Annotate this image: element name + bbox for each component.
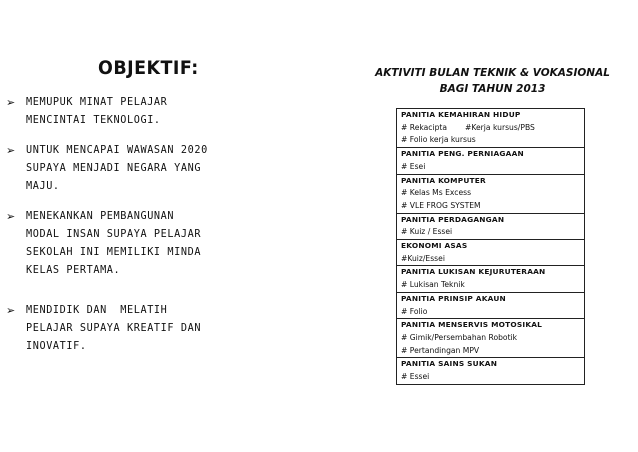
table-row xyxy=(397,319,585,332)
objektif-line: MEMUPUK MINAT PELAJAR xyxy=(26,97,168,108)
objektif-item xyxy=(6,94,306,130)
table-row xyxy=(397,371,585,384)
table-row xyxy=(397,226,585,239)
activity-text: # Rekacipta xyxy=(401,122,448,132)
activity-cell: # VLE FROG SYSTEM xyxy=(397,200,585,213)
objektif-line: SEKOLAH INI MEMILIKI MINDA xyxy=(26,247,202,258)
table-row xyxy=(397,358,585,371)
activity-cell xyxy=(397,122,585,135)
aktiviti-title xyxy=(360,65,625,97)
table-row xyxy=(397,253,585,266)
table-row xyxy=(397,266,585,279)
section-heading: PANITIA KOMPUTER xyxy=(397,174,585,187)
arrow-bullet-icon: ➢ xyxy=(6,210,16,223)
section-heading: PANITIA PENG. PERNIAGAAN xyxy=(397,148,585,161)
table-row xyxy=(397,109,585,122)
objektif-item xyxy=(6,302,306,356)
objektif-line: MENDIDIK DAN MELATIH xyxy=(26,305,168,316)
arrow-bullet-icon: ➢ xyxy=(6,304,16,317)
section-heading: PANITIA LUKISAN KEJURUTERAAN xyxy=(397,266,585,279)
activity-text: #Kerja kursus/PBS xyxy=(465,122,535,132)
objektif-list xyxy=(6,94,306,356)
activity-cell: # Folio kerja kursus xyxy=(397,134,585,147)
activity-cell: # Gimik/Persembahan Robotik xyxy=(397,332,585,345)
objektif-line: MENCINTAI TEKNOLOGI. xyxy=(26,115,161,126)
aktiviti-table xyxy=(396,108,585,385)
table-row xyxy=(397,174,585,187)
objektif-line: UNTUK MENCAPAI WAWASAN 2020 xyxy=(26,145,208,156)
activity-cell: # Pertandingan MPV xyxy=(397,345,585,358)
table-row xyxy=(397,292,585,305)
objektif-item xyxy=(6,142,306,196)
table-row xyxy=(397,240,585,253)
table-row xyxy=(397,213,585,226)
aktiviti-column xyxy=(345,0,635,452)
arrow-bullet-icon: ➢ xyxy=(6,144,16,157)
aktiviti-title-line: BAGI TAHUN 2013 xyxy=(439,83,546,95)
aktiviti-title-line: AKTIVITI BULAN TEKNIK & VOKASIONAL xyxy=(375,67,610,79)
activity-cell: #Kuiz/Essei xyxy=(397,253,585,266)
section-heading: PANITIA SAINS SUKAN xyxy=(397,358,585,371)
objektif-title: OBJEKTIF: xyxy=(98,57,199,79)
activity-cell: # Esei xyxy=(397,161,585,174)
table-row xyxy=(397,134,585,147)
table-row xyxy=(397,161,585,174)
table-row xyxy=(397,332,585,345)
table-row xyxy=(397,148,585,161)
objektif-line: KELAS PERTAMA. xyxy=(26,265,121,276)
activity-cell: # Kelas Ms Excess xyxy=(397,187,585,200)
objektif-line: PELAJAR SUPAYA KREATIF DAN xyxy=(26,323,202,334)
table-row xyxy=(397,345,585,358)
objektif-line: MAJU. xyxy=(26,181,60,192)
section-heading: PANITIA KEMAHIRAN HIDUP xyxy=(397,109,585,122)
section-heading: PANITIA PRINSIP AKAUN xyxy=(397,292,585,305)
section-heading: PANITIA PERDAGANGAN xyxy=(397,213,585,226)
activity-cell: # Lukisan Teknik xyxy=(397,279,585,292)
objektif-line: SUPAYA MENJADI NEGARA YANG xyxy=(26,163,202,174)
activity-cell: # Kuiz / Essei xyxy=(397,226,585,239)
objektif-item xyxy=(6,208,306,280)
objektif-line: INOVATIF. xyxy=(26,341,87,352)
activity-cell: # Folio xyxy=(397,306,585,319)
arrow-bullet-icon: ➢ xyxy=(6,96,16,109)
section-heading: PANITIA MENSERVIS MOTOSIKAL xyxy=(397,319,585,332)
objektif-line: MODAL INSAN SUPAYA PELAJAR xyxy=(26,229,202,240)
table-row xyxy=(397,187,585,200)
section-heading: EKONOMI ASAS xyxy=(397,240,585,253)
table-row xyxy=(397,279,585,292)
activity-cell: # Essei xyxy=(397,371,585,384)
table-row xyxy=(397,306,585,319)
objektif-line: MENEKANKAN PEMBANGUNAN xyxy=(26,211,175,222)
table-row xyxy=(397,200,585,213)
table-row xyxy=(397,122,585,135)
